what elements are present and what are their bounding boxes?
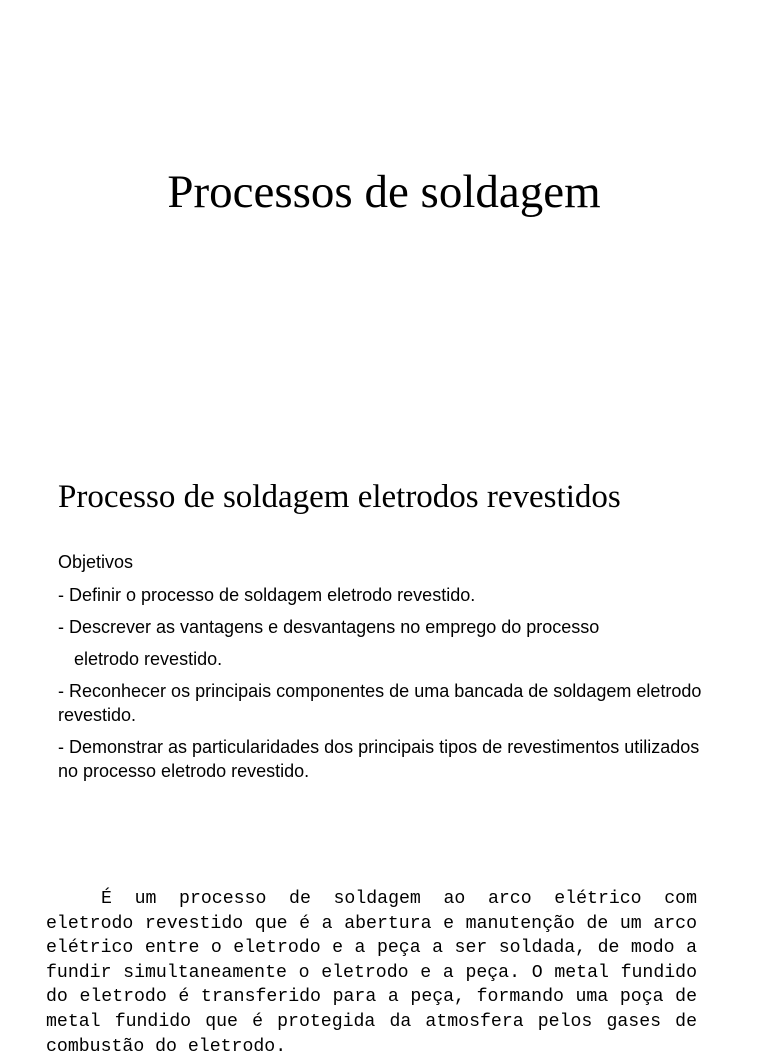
body-paragraph: É um processo de soldagem ao arco elétrico com eletrodo revestido que é a abertura e manutenção de um arco elétrico entre o eletrodo e a peça a ser soldada, de modo a fundir simultaneamente o eletrodo e a peça. O metal fundido do eletrodo é transferido para a peça, formando uma poça de metal fundido que é protegida da atmosfera pelos gases de combustão do eletrodo. — [46, 889, 697, 1057]
objective-item: - Demonstrar as particularidades dos principais tipos de revestimentos utilizados no processo eletrodo revestido. — [58, 737, 700, 781]
objective-item — [58, 615, 718, 671]
slide-title: Processos de soldagem — [167, 166, 601, 218]
objectives-list — [58, 583, 718, 783]
objectives-block — [58, 550, 718, 791]
objective-line: - Descrever as vantagens e desvantagens no emprego do processo — [58, 617, 600, 637]
objective-line-continued: eletrodo revestido. — [74, 649, 223, 669]
objective-item: - Definir o processo de soldagem eletrodo revestido. — [58, 585, 476, 605]
objectives-label: Objetivos — [58, 552, 134, 572]
objective-item: - Reconhecer os principais componentes de uma bancada de soldagem eletrodo revestido. — [58, 681, 702, 725]
section-heading: Processo de soldagem eletrodos revestidos — [58, 479, 621, 515]
